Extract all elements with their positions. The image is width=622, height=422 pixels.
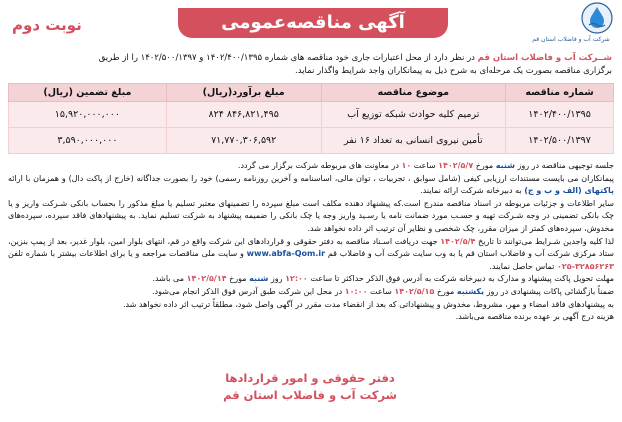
rejection-paragraph: به پیشنهادهای فاقد امضاء و مهر، مشروط، مخدوش و پیشنهاداتی که بعد از انقضاء مدت مقرر در آگهی واصل شود، مطلقاً ترتیب اثر داده نخواهد شد. [122, 299, 614, 309]
intro-paragraph [30, 52, 612, 78]
company-name: شــرکت آب و فاضلاب استان قم [477, 53, 612, 63]
signature-block [190, 370, 430, 404]
website-link[interactable]: www.abfa-Qom.ir [246, 249, 326, 259]
company-logo [525, 2, 617, 52]
opening-hour: ۱۰:۰۰ [344, 286, 368, 296]
opening-day: یکشنبه [456, 286, 485, 296]
opening-paragraph [8, 286, 614, 299]
text-span: لذا کلیه واجدین شـرایط می‌توانند تا تاریخ [475, 236, 615, 246]
water-drop-logo-icon [581, 2, 613, 34]
tender-number-cell: ۱۴۰۲/۴۰۰/۱۳۹۵ [506, 102, 614, 128]
text-span: جهت دریافت اسـناد مناقصه به دفتر حقوقی و قراردادهای این شرکت واقع در قم، انتهای بلوار امین، بلوار غدیر، بعد از پمپ بنزین، ستاد مرکزی شرکت آب و فاضلاب استان قم یا به وب سایت شرکت آب و فاضلاب قم [8, 236, 614, 259]
text-span: جلسه توجیهی مناقصه در روز [514, 161, 614, 170]
tender-table [8, 83, 614, 154]
briefing-hour: ۱۰ [401, 161, 412, 170]
deposit-paragraph: سایر اطلاعات و جزئیات مربوطه در اسناد مناقصه مندرج است.که پیشنهاد دهنده مکلف است مبلغ سپرده را تضمینهای معتبر تسلیم یا مبلغ مذکور را بحساب بانکی شـرکت واریز و یا چک بانکی تضمینی در وجه شـرکت تهیه و حسـب مورد ضمانت نامه یا رسـید واریز وجه یا چک بانکی را ضمیمه پیشنهاد به شرکت تسلیم نماید. به پیشنهادهای فاقد سپرده، سپرده‌های مخدوش، سپرده‌های کمتر از میزان مقرر، چک شخصی و نظایر آن ترتیب اثر داده نخواهد شد. [8, 198, 614, 233]
phone-number: ۳۲۸۵۶۲۶۳-۰۲۵ [556, 261, 614, 271]
briefing-day: شنبه [495, 161, 515, 170]
header-tender-number: شماره مناقصه [506, 84, 614, 102]
intro-line-2: برگزاری مناقصه بصورت یک مرحله‌ای به شرح ذیل به پیمانکاران واجد شرایط واگذار نماید. [295, 66, 612, 76]
round-label: نوبت دوم [12, 16, 82, 34]
text-span: در محل این شرکت طبق آدرس فوق الذکر انجام می‌شود. [152, 286, 345, 296]
intro-line-1: در نظر دارد از محل اعتبارات جاری خود مناقصه های شماره ۱۴۰۲/۴۰۰/۱۳۹۵ و ۱۴۰۲/۵۰۰/۱۳۹۷ را از طریق [98, 53, 478, 63]
signature-department: دفتر حقوقی و امور قراردادها [225, 371, 395, 385]
estimate-cell: ۷۱,۷۷۰,۳۰۶,۵۹۲ [166, 128, 321, 154]
notice-header [0, 0, 622, 56]
logo-caption: شرکت آب و فاضلاب استان قم [532, 36, 610, 43]
guarantee-cell: ۱۵,۹۲۰,۰۰۰,۰۰۰ [9, 102, 167, 128]
tender-number-cell: ۱۴۰۲/۵۰۰/۱۳۹۷ [506, 128, 614, 154]
text-span: می باشد. [152, 274, 187, 284]
table-row [9, 102, 614, 128]
header-estimate: مبلغ برآورد(ریال) [166, 84, 321, 102]
notice-body [8, 160, 614, 324]
tender-subject-cell: تأمین نیروی انسانی به تعداد ۱۶ نفر [321, 128, 506, 154]
qualification-paragraph [8, 173, 614, 198]
deadline-paragraph [8, 273, 614, 286]
text-span: مورخ [473, 161, 496, 170]
text-span: مورخ [434, 286, 457, 296]
deadline-date: ۱۴۰۲/۵/۱۴ [186, 274, 227, 284]
text-span: روز [268, 274, 286, 284]
tender-subject-cell: ترمیم کلیه حوادث شبکه توزیع آب [321, 102, 506, 128]
text-span: مورخ [226, 274, 250, 284]
header-guarantee: مبلغ تضمین (ریال) [9, 84, 167, 102]
cost-paragraph: هزینه درج آگهی بر عهده برنده مناقصه می‌باشد. [455, 312, 614, 322]
briefing-date: ۱۴۰۲/۵/۷ [438, 161, 474, 170]
deadline-day: شنبه [249, 274, 269, 284]
text-span: و سایت ملی مناقصات مراجعه و یا برای اطلاعات بیشتر با شماره تلفن [8, 249, 247, 259]
table-header-row [9, 84, 614, 102]
text-span: ساعت [367, 286, 395, 296]
text-span: مهلت تحویل پاکت پیشنهاد و مدارک به دبیرخانه شرکت به آدرس فوق الذکر حداکثر تا ساعت [307, 274, 614, 284]
notice-title: آگهی مناقصه‌عمومی [178, 8, 448, 38]
text-span: به دبیرخانه شرکت ارائه نمایند. [420, 186, 525, 196]
text-span: ضمناً بازگشائی پاکات پیشنهادی در روز [484, 286, 614, 296]
text-span: پیمانکاران می بایست مستندات ارزیابی کیفی (شامل سوابق ، تجربیات ، توان مالی، اساسنامه و آخرین روزنامه رسمی) خود را بصورت جداگانه (خارج از پاکت دال) و همزمان با [25, 173, 614, 183]
opening-date: ۱۴۰۲/۵/۱۵ [394, 286, 435, 296]
table-row [9, 128, 614, 154]
text-span: ارائه [8, 173, 23, 183]
documents-paragraph [8, 236, 614, 274]
deadline-hour: ۱۲:۰۰ [285, 274, 308, 284]
estimate-cell: ۸۴۶,۸۲۱,۴۹۵ ۸۲۴ [166, 102, 321, 128]
signature-company: شرکت آب و فاضلاب استان قم [223, 388, 397, 402]
text-span: ساعت [411, 161, 439, 170]
briefing-paragraph [8, 160, 614, 173]
header-tender-subject: موضوع مناقصه [321, 84, 506, 102]
text-span: در معاونت های مربوطه شرکت برگزار می گردد. [237, 161, 402, 170]
documents-date: ۱۴۰۲/۵/۴ [440, 236, 476, 246]
guarantee-cell: ۳,۵۹۰,۰۰۰,۰۰۰ [9, 128, 167, 154]
text-span: تماس حاصل نمایند. [489, 261, 557, 271]
packets-label: پاکتهای (الف و ب و ج) [524, 186, 614, 196]
